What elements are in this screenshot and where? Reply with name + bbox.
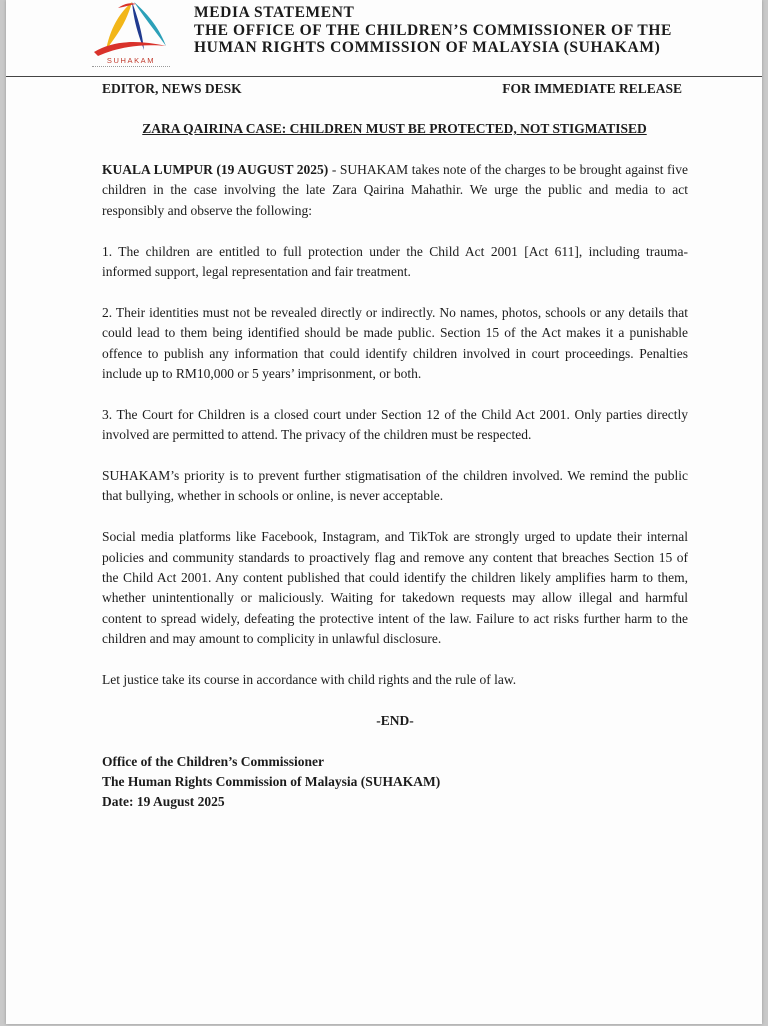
suhakam-emblem-icon (88, 0, 172, 60)
intro-text: - SUHAKAM takes note of the charges to be brought against five children in the case involving the late Zara Qairina Mahathir. We urge the public and media to act responsibly and observe the following: (102, 162, 688, 218)
dateline: KUALA LUMPUR (19 AUGUST 2025) (102, 162, 329, 177)
statement-headline: ZARA QAIRINA CASE: CHILDREN MUST BE PROTECTED, NOT STIGMATISED (142, 121, 647, 136)
header-line-media-statement: MEDIA STATEMENT (194, 4, 355, 21)
logo-wordmark: SUHAKAM (106, 56, 156, 65)
page-footer (276, 1018, 516, 1026)
signature-office: Office of the Children’s Commissioner (102, 753, 324, 769)
end-marker: -END- (376, 712, 414, 728)
header-line-commission: HUMAN RIGHTS COMMISSION OF MALAYSIA (SUHAKAM) (194, 39, 661, 56)
document-page (6, 0, 762, 1024)
header-line-office: THE OFFICE OF THE CHILDREN’S COMMISSIONER OF THE (194, 21, 672, 39)
statement-body (102, 160, 688, 813)
point-1-paragraph: 1. The children are entitled to full protection under the Child Act 2001 [Act 611], including trauma-informed support, legal representation and fair treatment. (102, 243, 688, 280)
logo-tagline (92, 66, 170, 69)
logo-red-swoosh (94, 42, 166, 56)
closing-paragraph: Let justice take its course in accordance with child rights and the rule of law. (102, 672, 517, 688)
header-divider (6, 76, 762, 77)
signature-date: Date: 19 August 2025 (102, 794, 225, 810)
point-3-paragraph: 3. The Court for Children is a closed court under Section 12 of the Child Act 2001. Only parties directly involved are permitted to attend. The privacy of the children must be respected. (102, 406, 688, 443)
recipient-label: EDITOR, NEWS DESK (102, 81, 242, 96)
signature-block (102, 752, 688, 813)
intro-paragraph (102, 160, 688, 221)
social-media-paragraph: Social media platforms like Facebook, Instagram, and TikTok are strongly urged to update their internal policies and community standards to proactively flag and remove any content that breaches Section 15 of the Child Act 2001. Any content published that could identify the children likely amplifies harm to them, whether unintentionally or maliciously. Waiting for takedown requests may allow illegal and harmful content to spread widely, defeating the protective intent of the law. Failure to act risks further harm to the children and may amount to complicity in unlawful disclosure. (102, 529, 688, 647)
priority-paragraph: SUHAKAM’s priority is to prevent further stigmatisation of the children involved. We remind the public that bullying, whether in schools or online, is never acceptable. (102, 468, 688, 504)
point-2-paragraph: 2. Their identities must not be revealed directly or indirectly. No names, photos, schools or any details that could lead to them being identified should be made public. Section 15 of the Act makes it a punishable offence to publish any information that could identify children involved in court proceedings. Penalties include up to RM10,000 or 5 years’ imprisonment, or both. (102, 304, 688, 382)
header-title (194, 4, 672, 57)
release-label: FOR IMMEDIATE RELEASE (502, 81, 682, 96)
signature-commission: The Human Rights Commission of Malaysia (SUHAKAM) (102, 774, 441, 790)
